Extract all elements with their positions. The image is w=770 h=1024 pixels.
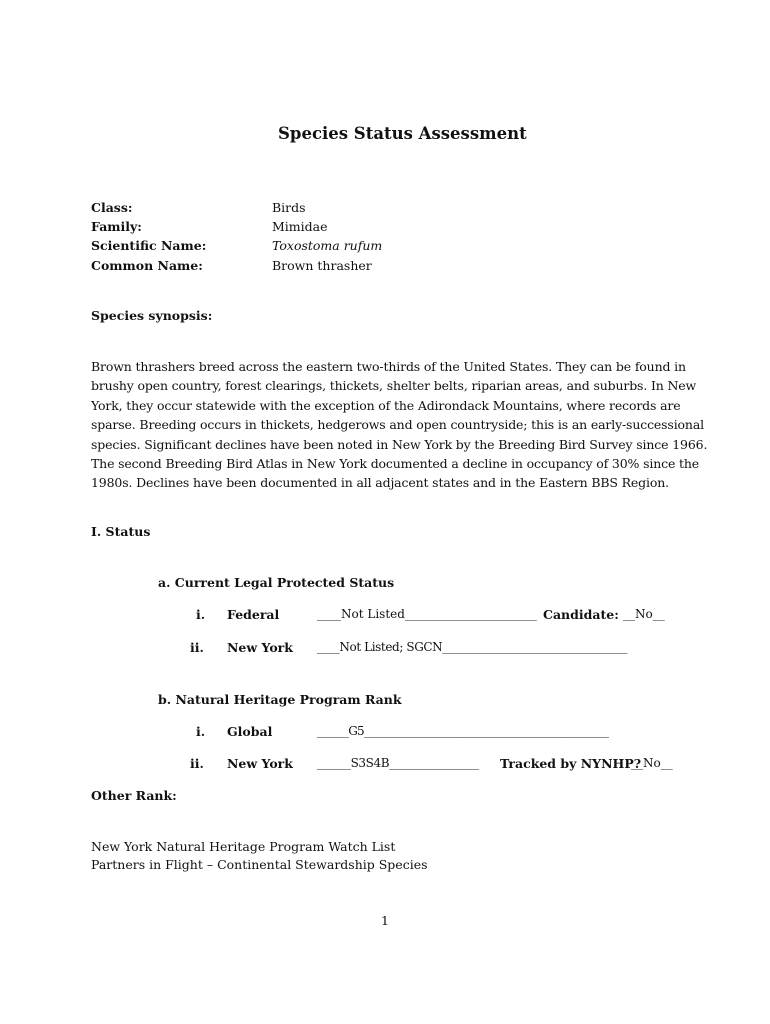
newyork-legal-num: ii.	[190, 640, 204, 655]
synopsis-line: brushy open country, forest clearings, thickets, shelter belts, riparian areas, and suburbs. In New	[91, 378, 697, 394]
global-num: i.	[196, 724, 206, 739]
class-value: Birds	[272, 200, 306, 215]
family-label: Family:	[91, 219, 142, 234]
candidate-value: __No__	[623, 607, 665, 621]
newyork-rank-label: New York	[227, 756, 293, 771]
heritage-rank-heading: b. Natural Heritage Program Rank	[158, 692, 402, 707]
synopsis-line: Brown thrashers breed across the eastern two-thirds of the United States. They can be found in	[91, 359, 686, 374]
scientific-name-value: Toxostoma rufum	[272, 238, 383, 253]
family-value: Mimidae	[272, 219, 328, 234]
other-rank-item: New York Natural Heritage Program Watch List	[91, 839, 396, 854]
newyork-rank-value: ______S3S4B________________	[317, 756, 479, 770]
page-title: Species Status Assessment	[278, 124, 527, 143]
class-label: Class:	[91, 200, 133, 215]
synopsis-line: species. Significant declines have been noted in New York by the Breeding Bird Survey since 1966.	[91, 436, 708, 452]
tracked-label: Tracked by NYNHP?	[500, 756, 642, 771]
federal-label: Federal	[227, 607, 280, 622]
federal-status-value: ____Not Listed______________________	[317, 607, 537, 621]
synopsis-line: 1980s. Declines have been documented in all adjacent states and in the Eastern BBS Region.	[91, 475, 669, 491]
newyork-legal-label: New York	[227, 640, 293, 655]
global-label: Global	[227, 724, 273, 739]
tracked-value: __No__	[631, 756, 673, 770]
common-name-label: Common Name:	[91, 258, 203, 273]
status-heading: I. Status	[91, 524, 151, 539]
page-number: 1	[381, 913, 389, 928]
synopsis-line: The second Breeding Bird Atlas in New York documented a decline in occupancy of 30% since the	[91, 456, 700, 472]
legal-status-heading: a. Current Legal Protected Status	[158, 575, 395, 590]
candidate-label: Candidate:	[543, 607, 619, 622]
other-rank-item: Partners in Flight – Continental Stewardship Species	[91, 857, 428, 872]
common-name-value: Brown thrasher	[272, 258, 372, 273]
synopsis-line: York, they occur statewide with the exception of the Adirondack Mountains, where records are	[91, 397, 681, 413]
other-rank-heading: Other Rank:	[91, 788, 177, 803]
newyork-legal-value: ____Not Listed; SGCN_________________________________	[317, 640, 628, 654]
scientific-name-label: Scientific Name:	[91, 238, 207, 253]
newyork-rank-num: ii.	[190, 756, 204, 771]
synopsis-line: sparse. Breeding occurs in thickets, hedgerows and open countryside; this is an early-successional	[91, 417, 704, 433]
synopsis-heading: Species synopsis:	[91, 308, 213, 323]
global-rank-value: ______G5_______________________________________________	[317, 724, 609, 738]
synopsis-text	[91, 357, 708, 493]
federal-num: i.	[196, 607, 206, 622]
